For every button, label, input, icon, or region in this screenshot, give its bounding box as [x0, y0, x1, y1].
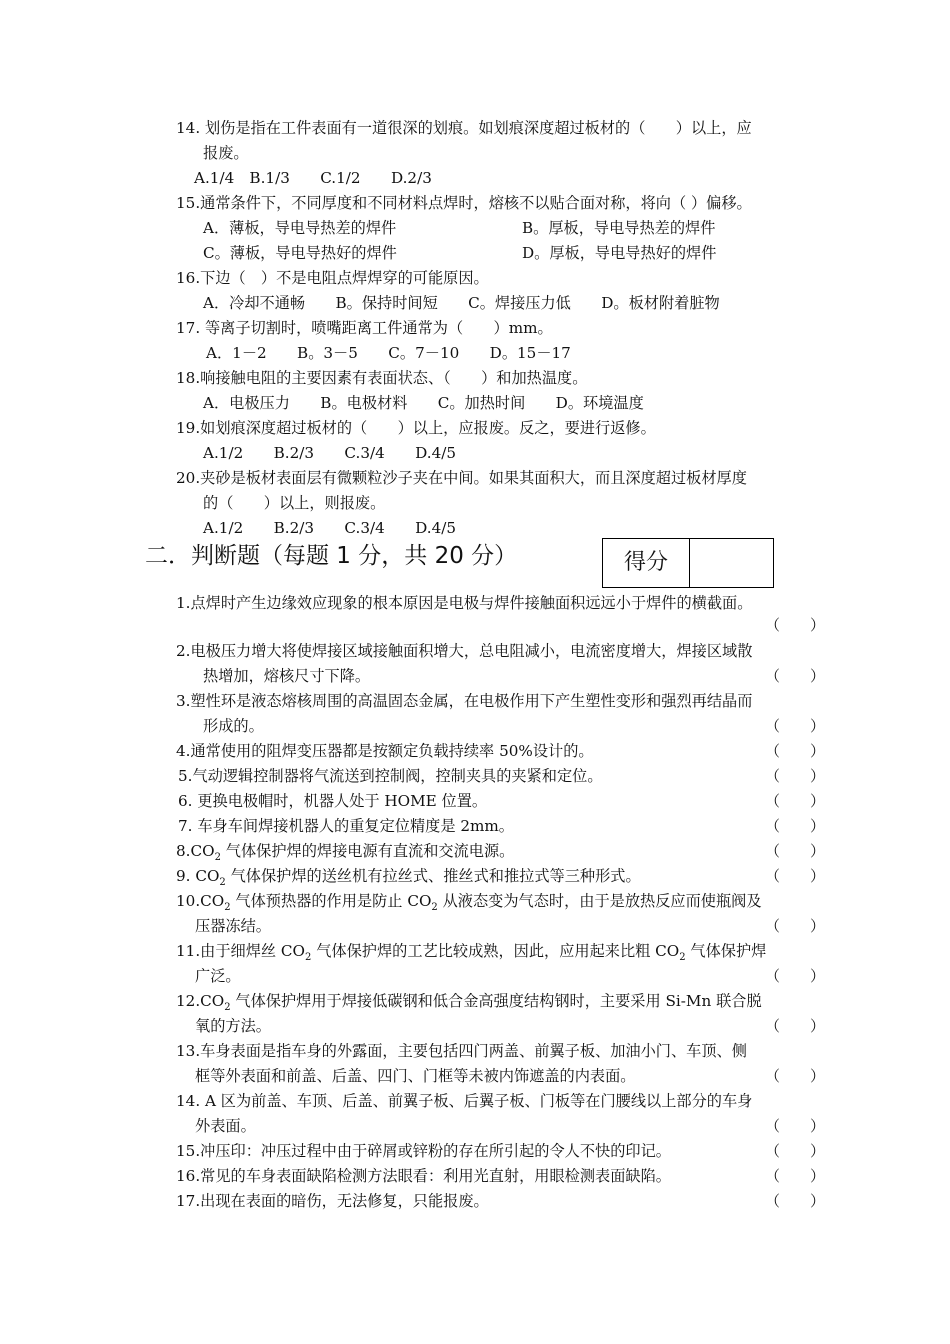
q17-line1: 17. 等离子切割时，喷嘴距离工件通常为（ ）mm。 [176, 319, 553, 337]
judge-10-line1: $10.CO_2$ 气体预热器的作用是防止 $CO_2$ 从液态变为气态时，由于是放热反应而使瓶阀及 [176, 892, 762, 914]
judge-17: 17.出现在表面的暗伤，无法修复，只能报废。 [176, 1192, 489, 1210]
judge-15: 15.冲压印：冲压过程中由于碎屑或锌粉的存在所引起的令人不快的印记。 [176, 1142, 671, 1160]
q20-line1: 20.夹砂是板材表面层有微颗粒沙子夹在中间。如果其面积大，而且深度超过板材厚度 [176, 469, 747, 487]
judge-4: 4.通常使用的阻焊变压器都是按额定负载持续率 50%设计的。 [176, 742, 594, 760]
judge-1: 1.点焊时产生边缘效应现象的根本原因是电极与焊件接触面积远远小于焊件的横截面。 [176, 594, 753, 612]
judge-10-line2: 压器冻结。 [195, 917, 271, 935]
judge-16: 16.常见的车身表面缺陷检测方法眼看：利用光直射，用眼检测表面缺陷。 [176, 1167, 671, 1185]
judge-6: 6. 更换电极帽时，机器人处于 HOME 位置。 [178, 792, 488, 810]
q15-line1: 15.通常条件下，不同厚度和不同材料点焊时，熔核不以贴合面对称，将向（ ）偏移。 [176, 194, 752, 212]
judge-2-line1: 2.电极压力增大将使焊接区域接触面积增大，总电阻减小，电流密度增大，焊接区域散 [176, 642, 753, 660]
answer-paren-2: （ ） [765, 667, 826, 685]
judge-5: 5.气动逻辑控制器将气流送到控制阀，控制夹具的夹紧和定位。 [178, 767, 603, 785]
q18-options: A．电极压力 B。电极材料 C。加热时间 D。环境温度 [203, 394, 644, 412]
answer-paren-14: （ ） [765, 1117, 826, 1135]
judge-3-line2: 形成的。 [203, 717, 264, 735]
q14-options: A.1/4 B.1/3 C.1/2 D.2/3 [194, 169, 432, 187]
answer-paren-5: （ ） [765, 767, 826, 785]
q15-option-b: B。厚板，导电导热差的焊件 [522, 219, 716, 237]
answer-paren-6: （ ） [765, 792, 826, 810]
section2-title: 二．判断题（每题 1 分，共 20 分） [145, 543, 518, 569]
answer-paren-11: （ ） [765, 967, 826, 985]
q17-options: A．1－2 B。3－5 C。7－10 D。15－17 [206, 344, 571, 362]
q20-line2: 的（ ）以上，则报废。 [203, 494, 386, 512]
q18-line1: 18.响接触电阻的主要因素有表面状态、（ ）和加热温度。 [176, 369, 588, 387]
judge-11-line1: 11.由于细焊丝 $CO_2$ 气体保护焊的工艺比较成熟，因此，应用起来比粗 $CO_2$ 气体保护焊 [176, 942, 767, 964]
answer-paren-9: （ ） [765, 867, 826, 885]
q15-option-d: D。厚板，导电导热好的焊件 [522, 244, 717, 262]
answer-paren-13: （ ） [765, 1067, 826, 1085]
q15-option-a: A．薄板，导电导热差的焊件 [203, 219, 397, 237]
q16-options: A．冷却不通畅 B。保持时间短 C。焊接压力低 D。板材附着脏物 [203, 294, 720, 312]
answer-paren-15: （ ） [765, 1142, 826, 1160]
q14-line1: 14. 划伤是指在工件表面有一道很深的划痕。如划痕深度超过板材的（ ）以上，应 [176, 119, 752, 137]
answer-paren-8: （ ） [765, 842, 826, 860]
score-value-cell [690, 539, 773, 587]
score-label: 得分 [603, 539, 690, 587]
answer-paren-16: （ ） [765, 1167, 826, 1185]
answer-paren-7: （ ） [765, 817, 826, 835]
answer-paren-3: （ ） [765, 717, 826, 735]
q20-options: A.1/2 B.2/3 C.3/4 D.4/5 [203, 519, 457, 537]
judge-13-line1: 13.车身表面是指车身的外露面，主要包括四门两盖、前翼子板、加油小门、车顶、侧 [176, 1042, 747, 1060]
judge-8: $8.CO_2$ 气体保护焊的焊接电源有直流和交流电源。 [176, 842, 515, 864]
answer-paren-10: （ ） [765, 917, 826, 935]
q19-options: A.1/2 B.2/3 C.3/4 D.4/5 [203, 444, 457, 462]
q16-line1: 16.下边（ ）不是电阻点焊焊穿的可能原因。 [176, 269, 489, 287]
judge-14-line2: 外表面。 [195, 1117, 256, 1135]
answer-paren-4: （ ） [765, 742, 826, 760]
answer-paren-1: （ ） [765, 616, 826, 634]
judge-9: 9. $CO_2$ 气体保护焊的送丝机有拉丝式、推丝式和推拉式等三种形式。 [176, 867, 641, 889]
judge-2-line2: 热增加，熔核尺寸下降。 [203, 667, 371, 685]
judge-12-line2: 氧的方法。 [195, 1017, 271, 1035]
answer-paren-12: （ ） [765, 1017, 826, 1035]
score-box [602, 538, 774, 588]
q19-line1: 19.如划痕深度超过板材的（ ）以上，应报废。反之，要进行返修。 [176, 419, 656, 437]
judge-7: 7. 车身车间焊接机器人的重复定位精度是 2mm。 [178, 817, 514, 835]
judge-13-line2: 框等外表面和前盖、后盖、四门、门框等未被内饰遮盖的内表面。 [195, 1067, 636, 1085]
judge-11-line2: 广泛。 [195, 967, 241, 985]
q15-option-c: C。薄板，导电导热好的焊件 [203, 244, 397, 262]
answer-paren-17: （ ） [765, 1192, 826, 1210]
judge-3-line1: 3.塑性环是液态熔核周围的高温固态金属，在电极作用下产生塑性变形和强烈再结晶而 [176, 692, 753, 710]
q14-line2: 报废。 [203, 144, 249, 162]
judge-14-line1: 14. A 区为前盖、车顶、后盖、前翼子板、后翼子板、门板等在门腰线以上部分的车身 [176, 1092, 753, 1110]
judge-12-line1: $12.CO_2$ 气体保护焊用于焊接低碳钢和低合金高强度结构钢时，主要采用 Si-Mn 联合脱 [176, 992, 762, 1014]
